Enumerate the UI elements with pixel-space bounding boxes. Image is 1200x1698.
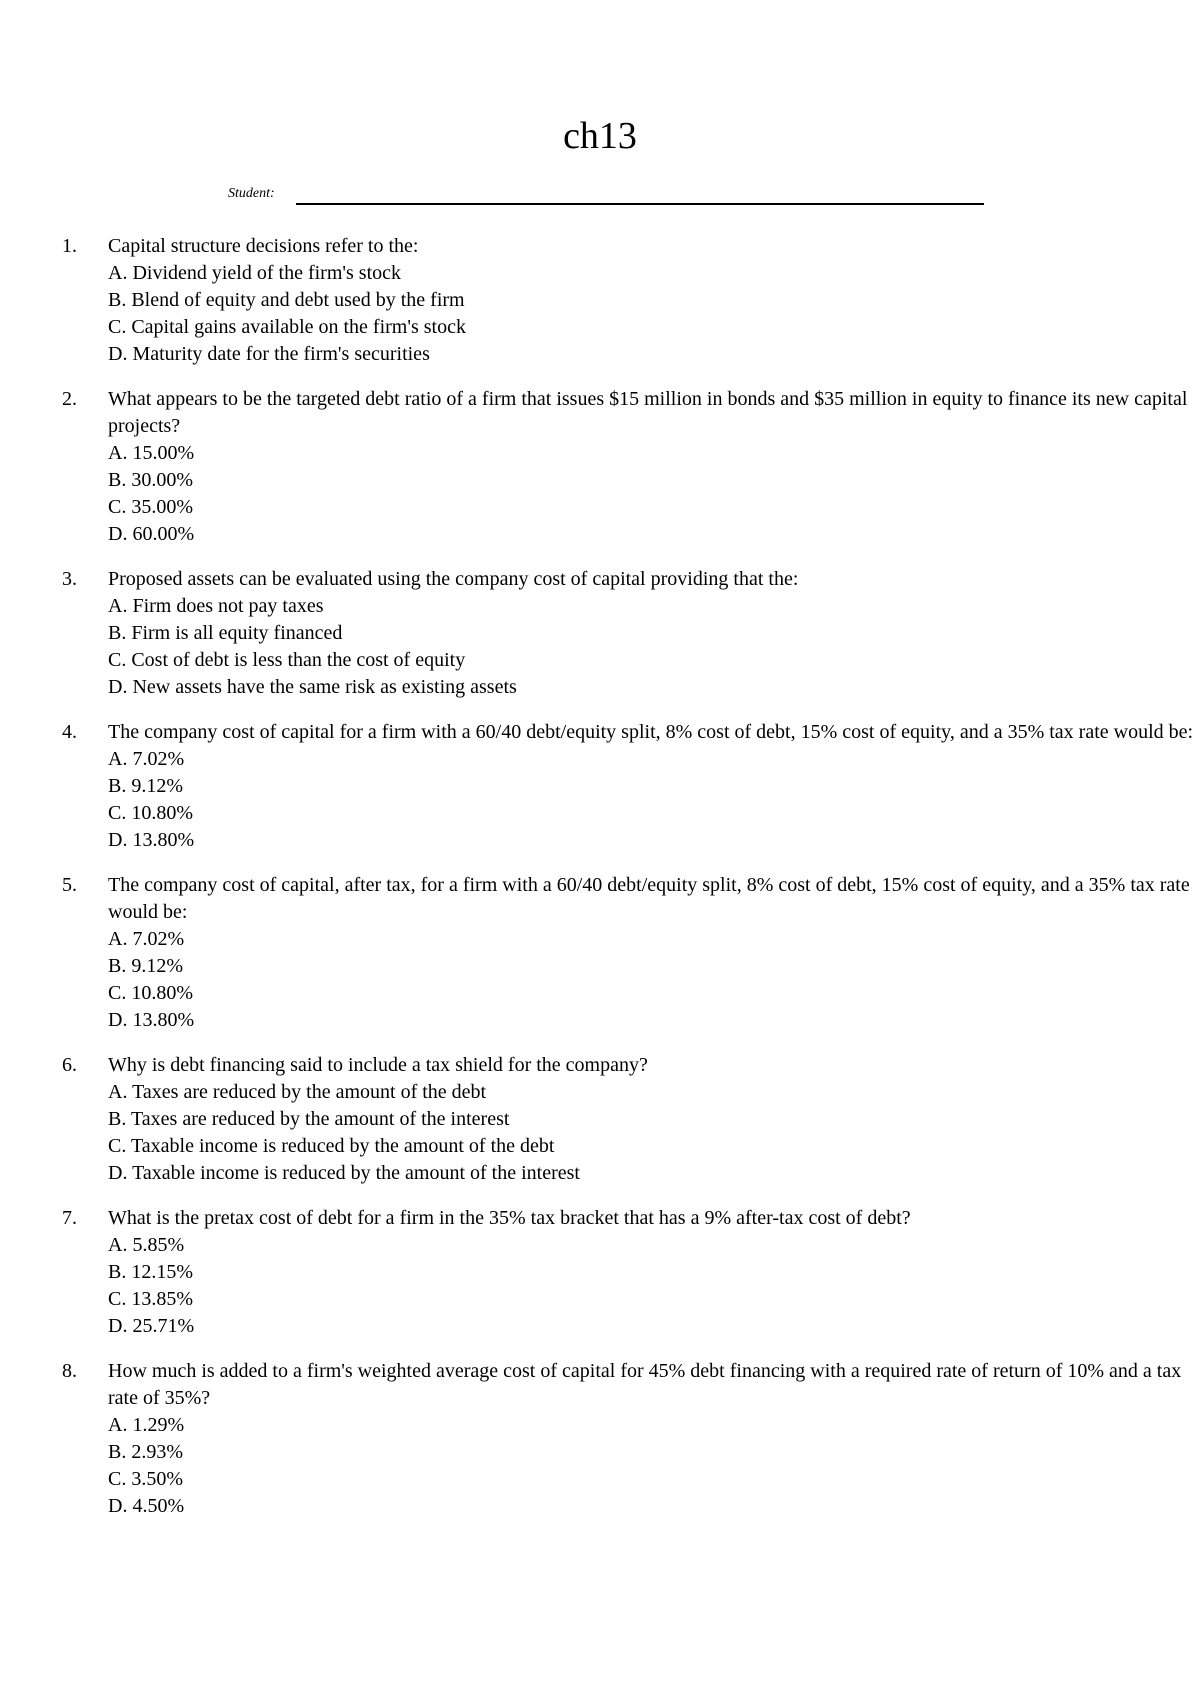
answer-options [108,440,1162,548]
answer-option: D. 25.71% [108,1315,195,1337]
question-text: Proposed assets can be evaluated using the company cost of capital providing that the: [108,568,799,590]
question-item [62,233,1162,368]
question-item [62,1358,1182,1520]
question-text: The company cost of capital, after tax, for a firm with a 60/40 debt/equity split, 8% cost of debt, 15% cost of equity, and a 35% tax rate would be: [108,874,1190,923]
answer-option: B. 9.12% [108,955,183,977]
answer-option: D. 60.00% [108,523,195,545]
answer-option: B. Taxes are reduced by the amount of the interest [108,1108,510,1130]
question-number: 3. [62,568,77,590]
question-text: What is the pretax cost of debt for a firm in the 35% tax bracket that has a 9% after-tax cost of debt? [108,1207,911,1229]
answer-option: A. Dividend yield of the firm's stock [108,262,401,284]
answer-option: B. 12.15% [108,1261,193,1283]
answer-options [108,1079,1162,1187]
question-text: The company cost of capital for a firm with a 60/40 debt/equity split, 8% cost of debt, 15% cost of equity, and a 35% tax rate would be: [108,721,1194,743]
answer-option: A. 1.29% [108,1414,185,1436]
answer-option: D. Taxable income is reduced by the amount of the interest [108,1162,580,1184]
question-number: 6. [62,1054,77,1076]
answer-option: C. Capital gains available on the firm's stock [108,316,466,338]
answer-option: A. Firm does not pay taxes [108,595,324,617]
question-text: How much is added to a firm's weighted average cost of capital for 45% debt financing with a required rate of return of 10% and a tax rate of 35%? [108,1360,1182,1409]
answer-option: C. 10.80% [108,802,193,824]
question-item [62,386,1188,548]
question-text: What appears to be the targeted debt ratio of a firm that issues $15 million in bonds and $35 million in equity to finance its new capital projects? [108,388,1188,437]
answer-option: B. 9.12% [108,775,183,797]
student-name-line [296,203,984,205]
answer-option: B. 30.00% [108,469,193,491]
question-number: 4. [62,721,77,743]
page-title: ch13 [563,115,637,157]
answer-option: C. Taxable income is reduced by the amount of the debt [108,1135,555,1157]
answer-options [108,593,1162,701]
question-number: 1. [62,235,77,257]
question-text: Why is debt financing said to include a tax shield for the company? [108,1054,648,1076]
answer-options [108,926,1162,1034]
question-item [62,872,1190,1034]
answer-option: A. 7.02% [108,928,185,950]
answer-option: D. 13.80% [108,1009,195,1031]
question-number: 8. [62,1360,77,1382]
answer-options [108,260,1162,368]
question-item [62,719,1194,854]
answer-option: A. 7.02% [108,748,185,770]
answer-option: B. Blend of equity and debt used by the firm [108,289,465,311]
question-text: Capital structure decisions refer to the: [108,235,419,257]
question-item [62,1205,1162,1340]
answer-option: D. 4.50% [108,1495,185,1517]
answer-option: C. 3.50% [108,1468,183,1490]
question-item [62,1052,1162,1187]
student-label: Student: [228,186,275,201]
answer-option: C. 10.80% [108,982,193,1004]
question-number: 7. [62,1207,77,1229]
answer-option: A. 15.00% [108,442,195,464]
answer-option: B. 2.93% [108,1441,183,1463]
answer-options [108,746,1162,854]
question-list [62,233,1194,1538]
answer-option: C. 35.00% [108,496,193,518]
answer-option: A. 5.85% [108,1234,185,1256]
answer-option: C. 13.85% [108,1288,193,1310]
answer-option: C. Cost of debt is less than the cost of equity [108,649,466,671]
answer-option: D. New assets have the same risk as existing assets [108,676,517,698]
answer-option: D. Maturity date for the firm's securities [108,343,430,365]
answer-options [108,1412,1162,1520]
question-number: 2. [62,388,77,410]
question-item [62,566,1162,701]
answer-option: B. Firm is all equity financed [108,622,343,644]
answer-options [108,1232,1162,1340]
answer-option: A. Taxes are reduced by the amount of the debt [108,1081,487,1103]
student-name-row [228,182,988,206]
answer-option: D. 13.80% [108,829,195,851]
question-number: 5. [62,874,77,896]
